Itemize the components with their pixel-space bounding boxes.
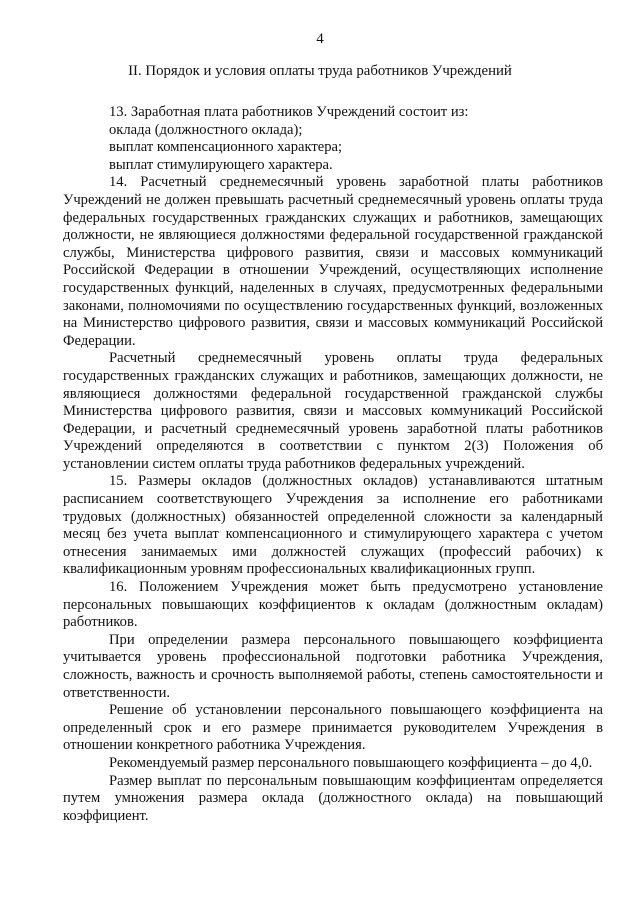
paragraph-14-continued: Расчетный среднемесячный уровень оплаты труда федеральных государственных гражданских служащих и работников, замещающих должности, не являющиеся должностями федеральной государственной гражданской службы Министерства цифрового развития, связи и массовых коммуникаций Российской Федерации, и расчетный среднемесячный уровень заработной платы работников Учреждений определяются в соответствии с пунктом 2(3) Положения об установлении систем оплаты труда работников федеральных учреждений. (63, 350, 603, 472)
paragraph-16: 16. Положением Учреждения может быть предусмотрено установление персональных повышающих коэффициентов к окладам (должностным окладам) работников. (63, 579, 603, 631)
paragraph-16-recommended: Рекомендуемый размер персонального повышающего коэффициента – до 4,0. (109, 754, 593, 771)
list-item-salary: оклада (должностного оклада); (109, 121, 303, 138)
page-number: 4 (316, 31, 324, 47)
paragraph-16-calculation: Размер выплат по персональным повышающим коэффициентам определяется путем умножения размера оклада (должностного оклада) на повышающий коэффициент. (63, 772, 603, 824)
document-body (63, 104, 603, 825)
paragraph-15: 15. Размеры окладов (должностных окладов) устанавливаются штатным расписанием соответствующего Учреждения за исполнение его работниками трудовых (должностных) обязанностей определенной сложности за календарный месяц без учета выплат компенсационного и стимулирующего характера с учетом отнесения занимаемых ими должностей служащих (профессий рабочих) к квалификационным уровням профессиональных квалификационных групп. (63, 473, 603, 578)
section-title: II. Порядок и условия оплаты труда работников Учреждений (128, 63, 512, 79)
list-item-compensation: выплат компенсационного характера; (109, 139, 343, 156)
paragraph-14: 14. Расчетный среднемесячный уровень заработной платы работников Учреждений не должен превышать расчетный среднемесячный уровень оплаты труда федеральных государственных гражданских служащих и работников, замещающих должности, не являющиеся должностями федеральной государственной гражданской службы, Министерства цифрового развития, связи и массовых коммуникаций Российской Федерации в отношении Учреждений, осуществляющих исполнение государственных функций, наделенных в случаях, предусмотренных федеральными законами, полномочиями по осуществлению государственных функций, возложенных на Министерство цифрового развития, связи и массовых коммуникаций Российской Федерации. (63, 174, 603, 349)
paragraph-16-criteria: При определении размера персонального повышающего коэффициента учитывается уровень профессиональной подготовки работника Учреждения, сложность, важность и срочность выполняемой работы, степень самостоятельности и ответственности. (63, 631, 603, 701)
paragraph-13-intro: 13. Заработная плата работников Учреждений состоит из: (109, 104, 469, 120)
list-item-incentive: выплат стимулирующего характера. (109, 156, 333, 173)
paragraph-16-decision: Решение об установлении персонального повышающего коэффициента на определенный срок и его размере принимается руководителем Учреждения в отношении конкретного работника Учреждения. (63, 702, 603, 754)
